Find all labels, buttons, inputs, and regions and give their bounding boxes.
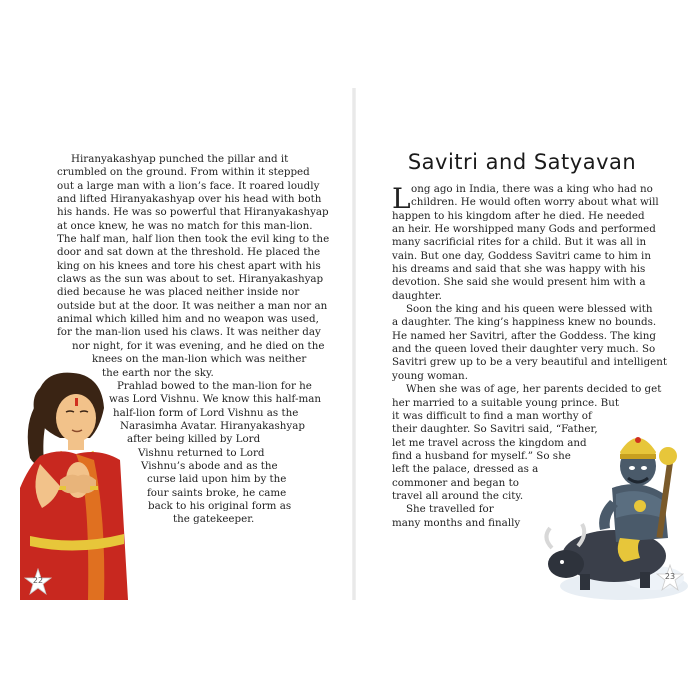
text-line: many months and finally <box>392 516 521 529</box>
text-line: children. He would often worry about what will <box>411 196 659 209</box>
text-line: for the man-lion used his claws. It was neither day <box>57 326 321 339</box>
text-line: Savitri grew up to be a very beautiful and intelligent <box>392 356 668 369</box>
text-line: four saints broke, he came <box>147 486 287 499</box>
text-line: their daughter. So Savitri said, “Father, <box>392 423 598 436</box>
text-line: claws as the sun was about to set. Hiranyakashyap <box>57 273 324 286</box>
text-line: crumbled on the ground. From within it stepped <box>57 166 310 179</box>
text-line: died because he was placed neither inside nor <box>57 286 300 299</box>
text-line: half-lion form of Lord Vishnu as the <box>113 406 299 419</box>
text-line: door and sat down at the threshold. He placed the <box>57 246 321 259</box>
page-number-badge <box>24 568 52 596</box>
page-number-badge <box>656 564 684 592</box>
chapter-title: Savitri and Satyavan <box>407 150 637 174</box>
text-line: and the queen loved their daughter very much. So <box>392 343 656 356</box>
page-number: 22 <box>32 576 44 585</box>
text-line: his dreams and said that she was happy with his <box>392 263 646 276</box>
left-page <box>20 88 352 600</box>
text-line: the gatekeeper. <box>173 513 255 526</box>
text-line: travel all around the city. <box>392 489 524 502</box>
text-line: after being killed by Lord <box>127 433 261 446</box>
text-line: animal which killed him and no weapon was used, <box>57 313 319 326</box>
page-number: 23 <box>664 572 676 581</box>
text-line: outside but at the door. It was neither a man nor an <box>57 299 328 312</box>
text-line: and lifted Hiranyakashyap over his head with both <box>57 193 322 206</box>
text-line: was Lord Vishnu. We know this half-man <box>109 393 322 406</box>
text-line: ong ago in India, there was a king who had no <box>411 183 653 195</box>
text-line: at once knew, he was no match for this man-lion. <box>57 219 313 232</box>
text-line: devotion. She said she would present him with a <box>392 276 646 289</box>
text-line: king on his knees and tore his chest apart with his <box>57 259 321 272</box>
text-line: happen to his kingdom after he died. He needed <box>392 209 645 222</box>
text-line: The half man, half lion then took the evil king to the <box>57 233 330 246</box>
text-line: a daughter. The king’s happiness knew no bounds. <box>392 316 657 329</box>
text-line: left the palace, dressed as a <box>392 463 539 476</box>
text-line: vain. But one day, Goddess Savitri came to him in <box>392 249 651 262</box>
text-line: He named her Savitri, after the Goddess. The king <box>392 329 656 342</box>
right-page <box>356 88 688 600</box>
text-line: out a large man with a lion’s face. It roared loudly <box>57 179 320 192</box>
text-line: Narasimha Avatar. Hiranyakashyap <box>120 419 305 432</box>
drop-cap: L <box>392 182 411 215</box>
prahlad-illustration <box>20 368 140 600</box>
text-line: Vishnu returned to Lord <box>138 446 265 459</box>
text-line: daughter. <box>392 289 442 302</box>
text-line: She travelled for <box>406 503 494 516</box>
text-line: Soon the king and his queen were blessed with <box>406 303 653 316</box>
text-line: many sacrificial rites for a child. But it was all in <box>392 236 647 249</box>
text-line: his hands. He was so powerful that Hiranyakashyap <box>57 206 329 219</box>
text-line: nor night, for it was evening, and he died on the <box>72 339 325 352</box>
text-line: commoner and began to <box>392 476 519 489</box>
text-line: Hiranyakashyap punched the pillar and it <box>71 153 289 165</box>
text-line: young woman. <box>392 369 468 382</box>
text-line: an heir. He worshipped many Gods and performed <box>392 223 656 236</box>
text-line: find a husband for myself.” So she <box>392 449 571 462</box>
text-line: Vishnu’s abode and as the <box>141 459 278 472</box>
text-line: it was difficult to find a man worthy of <box>392 409 592 422</box>
text-line: let me travel across the kingdom and <box>392 436 587 449</box>
text-line: When she was of age, her parents decided to get <box>406 383 662 396</box>
text-line: her married to a suitable young prince. But <box>392 396 620 409</box>
book-spread <box>20 88 688 600</box>
text-line: Prahlad bowed to the man-lion for he <box>117 379 312 392</box>
text-line: knees on the man-lion which was neither <box>92 353 307 366</box>
text-line: back to his original form as <box>148 499 292 512</box>
text-line: the earth nor the sky. <box>102 366 214 379</box>
text-line: curse laid upon him by the <box>147 473 287 486</box>
